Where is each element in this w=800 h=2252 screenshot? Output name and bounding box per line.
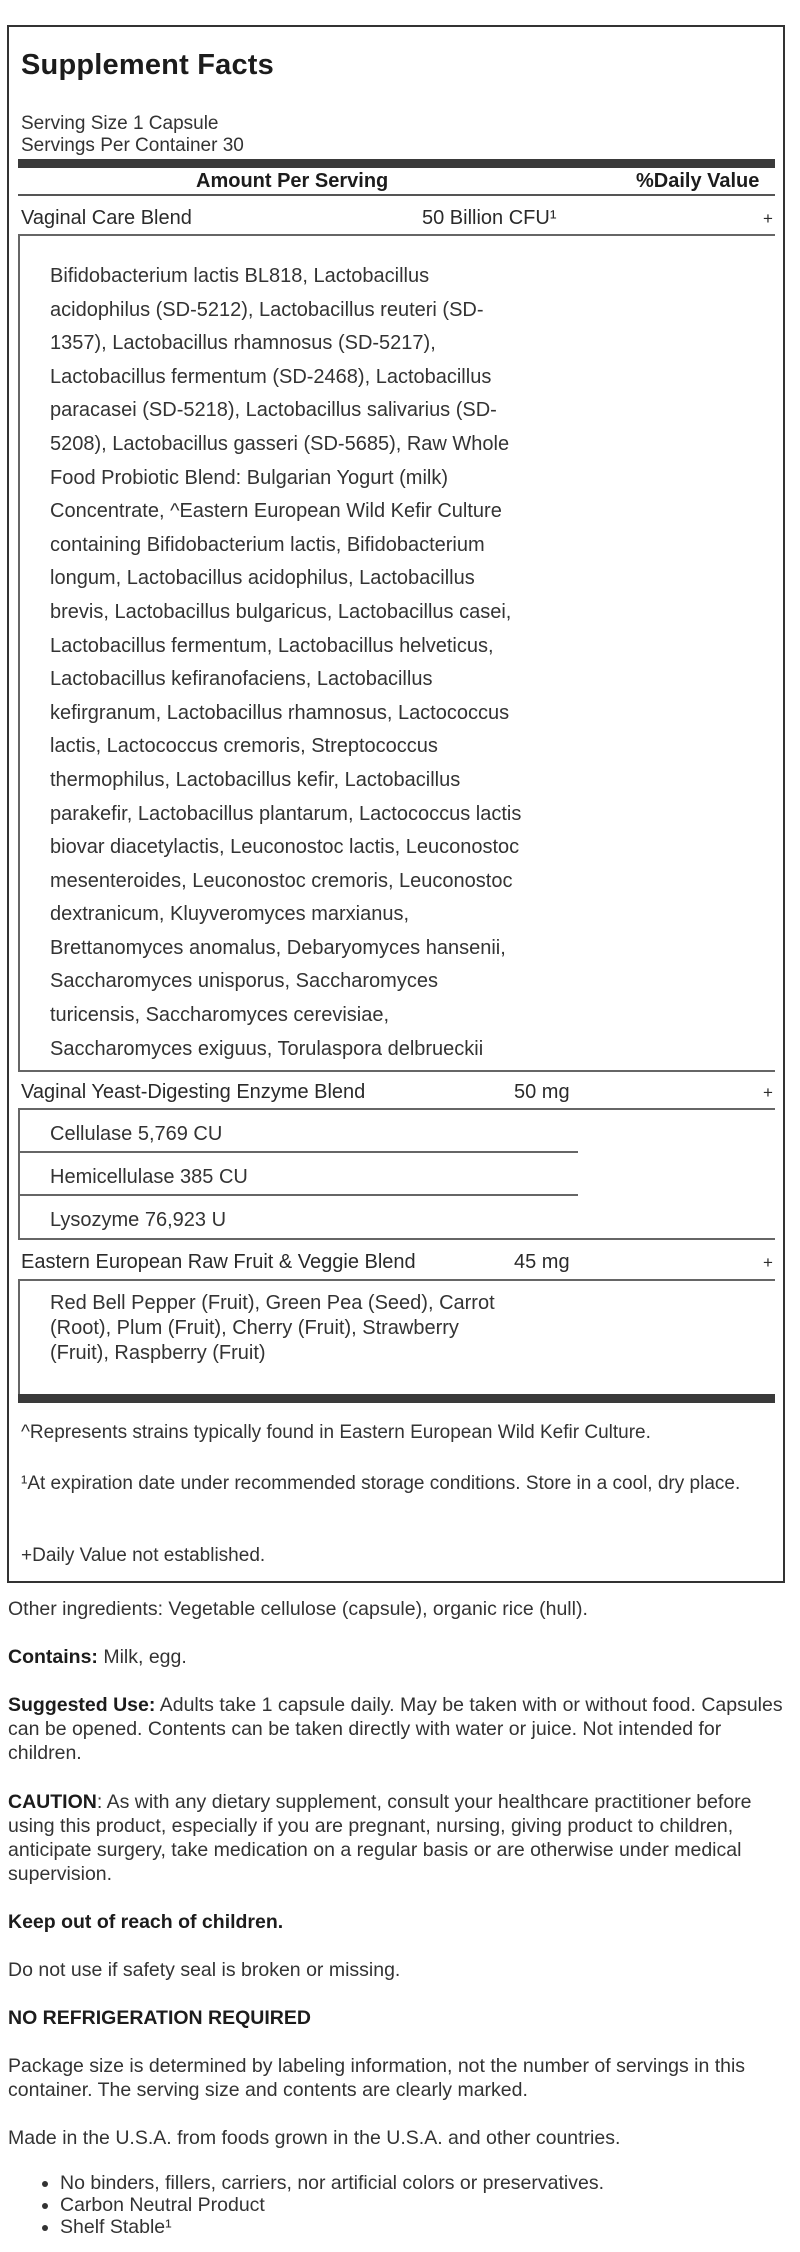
feature-bullets — [8, 2172, 604, 2238]
safety-seal-warning: Do not use if safety seal is broken or missing. — [8, 1959, 401, 1981]
row-divider — [18, 1108, 775, 1110]
blend-dv-fruit-veggie: + — [763, 1253, 773, 1272]
row-divider — [18, 234, 775, 236]
row-divider — [18, 1151, 578, 1153]
blend-name-vaginal-care: Vaginal Care Blend — [21, 207, 192, 229]
servings-per-container: Servings Per Container 30 — [21, 135, 244, 156]
row-divider — [18, 1194, 578, 1196]
fruit-veggie-ingredients: Red Bell Pepper (Fruit), Green Pea (Seed), Carrot (Root), Plum (Fruit), Cherry (Fruit), Strawberry (Fruit), Raspberry (Fruit) — [50, 1292, 495, 1364]
footnote-expiration: ¹At expiration date under recommended storage conditions. Store in a cool, dry place. — [21, 1473, 741, 1494]
footnote-daily-value: +Daily Value not established. — [21, 1545, 266, 1566]
package-size-note: Package size is determined by labeling information, not the number of servings in this container. The serving size and contents are clearly marked. — [8, 2055, 746, 2101]
blend-name-enzyme: Vaginal Yeast-Digesting Enzyme Blend — [21, 1081, 366, 1103]
blend-amount-fruit-veggie: 45 mg — [514, 1251, 570, 1273]
suggested-use: Suggested Use: Adults take 1 capsule daily. May be taken with or without food. Capsules can be opened. Contents can be taken directly with water or juice. Not intended for children. — [8, 1694, 783, 1764]
other-ingredients: Other ingredients: Vegetable cellulose (capsule), organic rice (hull). — [8, 1598, 588, 1620]
amount-per-serving-header: Amount Per Serving — [196, 170, 389, 192]
thick-divider — [18, 159, 775, 168]
indent-line — [18, 234, 20, 1070]
daily-value-header: %Daily Value — [636, 170, 760, 192]
serving-size: Serving Size 1 Capsule — [21, 113, 219, 134]
bullet-item: • No binders, fillers, carriers, nor artificial colors or preservatives. — [60, 2172, 604, 2194]
vaginal-care-ingredients: Bifidobacterium lactis BL818, Lactobacillus acidophilus (SD-5212), Lactobacillus reuteri (SD- 1357), Lactobacillus rhamnosus (SD-5217), Lactobacillus fermentum (SD-2468), Lactobacillus paracasei (SD-5218), Lactobacillus salivarius (SD- 5208), Lactobacillus gasseri (SD-5685), Raw Whole Food Probiotic Blend: Bulgarian Yogurt (milk) Concentrate, ^Eastern European Wild Kefir Culture containing Bifidobacterium lactis, Bifidobacterium longum, Lactobacillus acidophilus, Lactobacillus brevis, Lactobacillus bulgaricus, Lactobacillus casei, Lactobacillus fermentum, Lactobacillus helveticus, Lactobacillus kefiranofaciens, Lactobacillus kefirgranum, Lactobacillus rhamnosus, Lactococcus lactis, Lactococcus cremoris, Streptococcus thermophilus, Lactobacillus kefir, Lactobacillus parakefir, Lactobacillus plantarum, Lactococcus lactis biovar diacetylactis, Leuconostoc lactis, Leuconostoc mesenteroides, Leuconostoc cremoris, Leuconostoc dextranicum, Kluyveromyces marxianus, Brettanomyces anomalus, Debaryomyces hansenii, Saccharomyces unisporus, Saccharomyces turicensis, Saccharomyces cerevisiae, Saccharomyces exiguus, Torulaspora delbrueckii — [50, 265, 522, 1060]
indent-line — [18, 1108, 20, 1238]
supplement-facts-panel — [7, 25, 785, 1583]
row-divider — [18, 1070, 775, 1072]
blend-dv-enzyme: + — [763, 1083, 773, 1102]
made-in-usa: Made in the U.S.A. from foods grown in the U.S.A. and other countries. — [8, 2127, 621, 2149]
row-divider — [18, 1279, 775, 1281]
blend-dv-vaginal-care: + — [763, 209, 773, 228]
keep-out-of-reach: Keep out of reach of children. — [8, 1911, 284, 1933]
contains-statement: Contains: Milk, egg. — [8, 1646, 187, 1668]
enzyme-lysozyme: Lysozyme 76,923 U — [50, 1209, 227, 1231]
blend-name-fruit-veggie: Eastern European Raw Fruit & Veggie Blend — [21, 1251, 416, 1273]
panel-title: Supplement Facts — [21, 49, 274, 81]
enzyme-hemicellulase: Hemicellulase 385 CU — [50, 1166, 248, 1188]
caution-statement: CAUTION: As with any dietary supplement, consult your healthcare practitioner before using this product, especially if you are pregnant, nursing, giving product to children, anticipate surgery, take medication on a regular basis or are otherwise under medical supervision. — [8, 1791, 752, 1885]
footnote-caret: ^Represents strains typically found in Eastern European Wild Kefir Culture. — [21, 1422, 651, 1443]
no-refrigeration: NO REFRIGERATION REQUIRED — [8, 2007, 311, 2029]
blend-amount-vaginal-care: 50 Billion CFU¹ — [422, 207, 557, 229]
blend-amount-enzyme: 50 mg — [514, 1081, 570, 1103]
enzyme-cellulase: Cellulase 5,769 CU — [50, 1123, 223, 1145]
bullet-item: • Carbon Neutral Product — [60, 2194, 604, 2216]
thick-divider — [18, 1394, 775, 1403]
bullet-item: • Shelf Stable¹ — [60, 2216, 604, 2238]
row-divider — [18, 1238, 775, 1240]
header-divider — [18, 194, 775, 196]
indent-line — [18, 1279, 20, 1394]
